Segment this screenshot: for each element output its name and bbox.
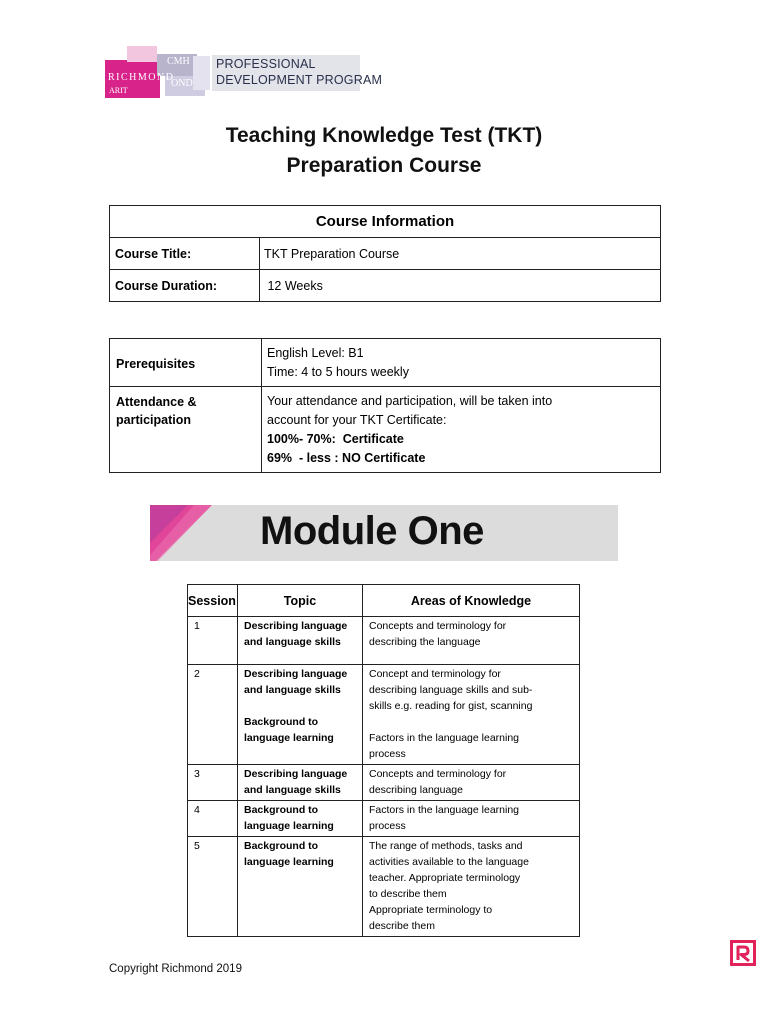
column-header-session: Session bbox=[188, 585, 238, 617]
session-topic bbox=[238, 801, 363, 837]
table-row bbox=[188, 665, 580, 765]
logo-line-1: PROFESSIONAL bbox=[216, 57, 316, 71]
areas-line: process bbox=[369, 820, 406, 832]
module-banner bbox=[150, 505, 618, 561]
areas-line: skills e.g. reading for gist, scanning bbox=[369, 700, 533, 712]
attendance-label bbox=[110, 387, 262, 473]
column-header-areas: Areas of Knowledge bbox=[363, 585, 580, 617]
table-row bbox=[110, 270, 661, 302]
topic-line: and language skills bbox=[244, 684, 341, 696]
logo-wordmark bbox=[212, 55, 383, 91]
logo-tile-text: CMH bbox=[167, 56, 190, 67]
areas-line: activities available to the language bbox=[369, 856, 529, 868]
module-title: Module One bbox=[260, 509, 484, 553]
copyright-text: Copyright Richmond 2019 bbox=[109, 963, 242, 975]
attendance-label-line: participation bbox=[116, 413, 192, 427]
program-logo bbox=[105, 46, 383, 98]
session-topic bbox=[238, 765, 363, 801]
session-number: 3 bbox=[188, 765, 238, 801]
areas-line: Factors in the language learning bbox=[369, 804, 520, 816]
areas-line: to describe them bbox=[369, 888, 447, 900]
topic-line: and language skills bbox=[244, 636, 341, 648]
document-title-line-2: Preparation Course bbox=[286, 154, 482, 177]
topic-line: Describing language bbox=[244, 620, 348, 632]
prerequisites-label: Prerequisites bbox=[110, 339, 262, 387]
areas-line: The range of methods, tasks and bbox=[369, 840, 523, 852]
attendance-label-line: Attendance & bbox=[116, 395, 197, 409]
requirements-table bbox=[109, 338, 661, 473]
topic-line: Background to bbox=[244, 804, 319, 816]
topic-line: Background to bbox=[244, 840, 319, 852]
table-row bbox=[110, 339, 661, 387]
prerequisite-line: English Level: B1 bbox=[267, 346, 364, 360]
logo-tile-text: OND bbox=[171, 78, 193, 89]
areas-line: Appropriate terminology to bbox=[369, 904, 493, 916]
session-number: 1 bbox=[188, 617, 238, 665]
session-areas bbox=[363, 617, 580, 665]
column-header-topic: Topic bbox=[238, 585, 363, 617]
course-info-heading: Course Information bbox=[110, 206, 661, 238]
logo-tile-text: RICHMOND bbox=[108, 72, 175, 83]
course-info-table bbox=[109, 205, 661, 302]
topic-line: language learning bbox=[244, 820, 334, 832]
session-topic bbox=[238, 837, 363, 937]
no-certificate-rule: 69% - less : NO Certificate bbox=[267, 451, 426, 465]
session-number: 2 bbox=[188, 665, 238, 765]
session-number: 5 bbox=[188, 837, 238, 937]
topic-line: language learning bbox=[244, 732, 334, 744]
topic-line: Background to bbox=[244, 716, 319, 728]
banner-stripe-graphic bbox=[150, 505, 220, 561]
areas-line: describing language bbox=[369, 784, 463, 796]
session-areas bbox=[363, 765, 580, 801]
areas-line: Concepts and terminology for bbox=[369, 620, 507, 632]
areas-line: describing language skills and sub- bbox=[369, 684, 533, 696]
table-row bbox=[110, 238, 661, 270]
areas-line: Concepts and terminology for bbox=[369, 768, 507, 780]
certificate-rule: 100%- 70%: Certificate bbox=[267, 432, 404, 446]
course-duration-value: 12 Weeks bbox=[260, 270, 661, 302]
areas-line: Factors in the language learning bbox=[369, 732, 520, 744]
attendance-value bbox=[262, 387, 661, 473]
table-row bbox=[188, 765, 580, 801]
course-title-value: TKT Preparation Course bbox=[260, 238, 661, 270]
areas-spacer bbox=[369, 714, 574, 730]
logo-line-2: DEVELOPMENT PROGRAM bbox=[216, 73, 383, 87]
topic-spacer bbox=[244, 698, 357, 714]
topic-line: and language skills bbox=[244, 784, 341, 796]
table-header-row bbox=[188, 585, 580, 617]
areas-line: process bbox=[369, 748, 406, 760]
logo-tile-text: ARIT bbox=[109, 86, 128, 95]
topic-line: Describing language bbox=[244, 668, 348, 680]
topic-line: language learning bbox=[244, 856, 334, 868]
session-number: 4 bbox=[188, 801, 238, 837]
table-row bbox=[110, 387, 661, 473]
session-areas bbox=[363, 665, 580, 765]
areas-line: Concept and terminology for bbox=[369, 668, 501, 680]
course-title-label: Course Title: bbox=[110, 238, 260, 270]
table-row bbox=[188, 801, 580, 837]
document-title-line-1: Teaching Knowledge Test (TKT) bbox=[225, 124, 543, 147]
session-topic bbox=[238, 617, 363, 665]
areas-line: teacher. Appropriate terminology bbox=[369, 872, 521, 884]
sessions-table bbox=[187, 584, 580, 937]
richmond-r-icon bbox=[730, 940, 756, 966]
session-areas bbox=[363, 801, 580, 837]
prerequisites-value bbox=[262, 339, 661, 387]
course-duration-label: Course Duration: bbox=[110, 270, 260, 302]
areas-line: describing the language bbox=[369, 636, 481, 648]
session-areas bbox=[363, 837, 580, 937]
table-row bbox=[188, 837, 580, 937]
prerequisite-line: Time: 4 to 5 hours weekly bbox=[267, 365, 409, 379]
richmond-logo-tiles bbox=[105, 46, 210, 98]
attendance-line: account for your TKT Certificate: bbox=[267, 413, 447, 427]
areas-line: describe them bbox=[369, 920, 435, 932]
topic-line: Describing language bbox=[244, 768, 348, 780]
attendance-line: Your attendance and participation, will be taken into bbox=[267, 394, 553, 408]
session-topic bbox=[238, 665, 363, 765]
table-row bbox=[188, 617, 580, 665]
